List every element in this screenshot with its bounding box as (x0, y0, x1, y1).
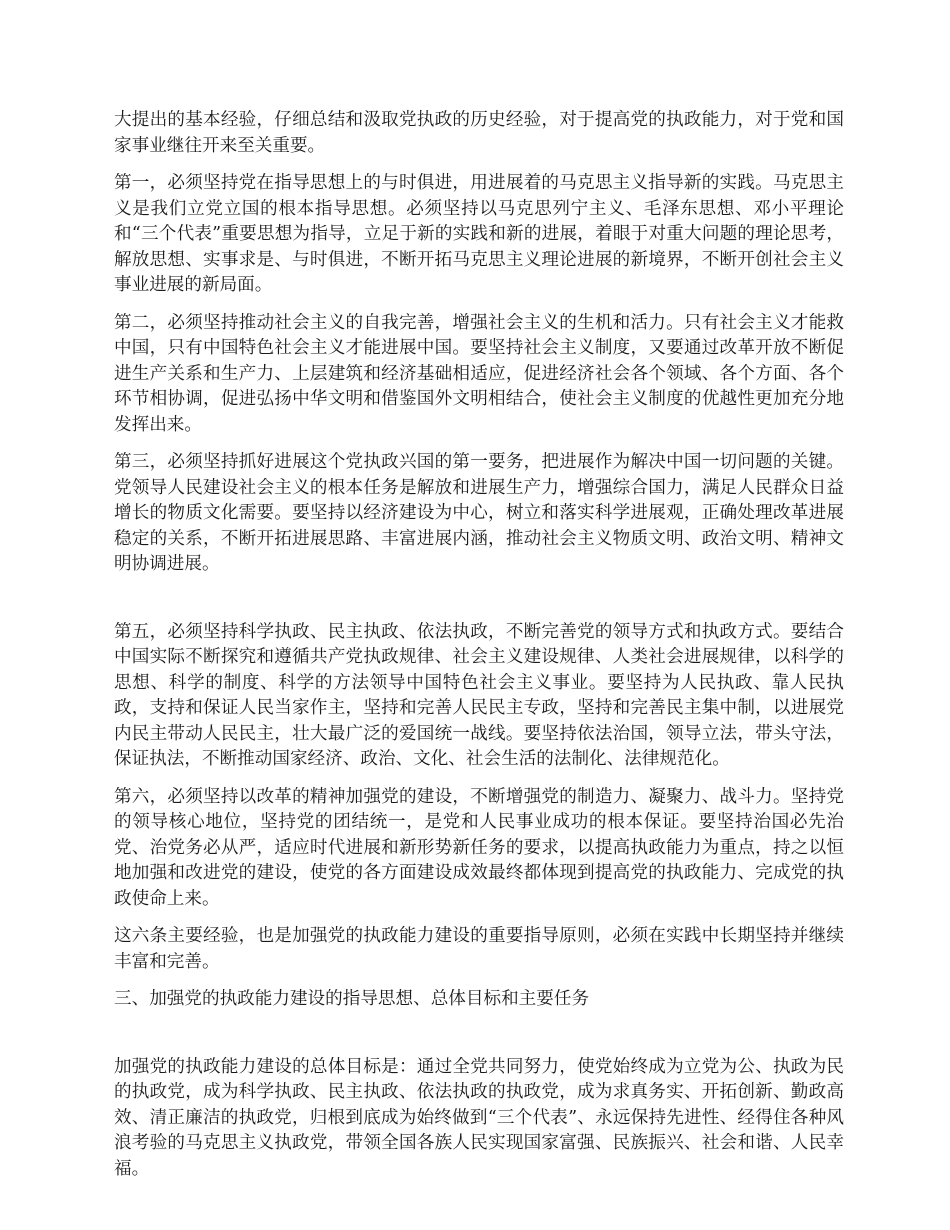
paragraph-summary: 这六条主要经验，也是加强党的执政能力建设的重要指导原则，必须在实践中长期坚持并继续丰富和完善。 (114, 926, 844, 972)
document-body (114, 108, 844, 1194)
paragraph-overall-goal: 加强党的执政能力建设的总体目标是：通过全党共同努力，使党始终成为立党为公、执政为民的执政党，成为科学执政、民主执政、依法执政的执政党，成为求真务实、开拓创新、勤政高效、清正廉洁的执政党，归根到底成为始终做到“三个代表”、永远保持先进性、经得住各种风浪考验的马克思主义执政党，带领全国各族人民实现国家富强、民族振兴、社会和谐、人民幸福。 (114, 1056, 844, 1179)
paragraph-second: 第二，必须坚持推动社会主义的自我完善，增强社会主义的生机和活力。只有社会主义才能救中国，只有中国特色社会主义才能进展中国。要坚持社会主义制度，又要通过改革开放不断促进生产关系和生产力、上层建筑和经济基础相适应，促进经济社会各个领域、各个方面、各个环节相协调，促进弘扬中华文明和借鉴国外文明相结合，使社会主义制度的优越性更加充分地发挥出来。 (114, 312, 844, 435)
paragraph-first: 第一，必须坚持党在指导思想上的与时俱进，用进展着的马克思主义指导新的实践。马克思主义是我们立党立国的根本指导思想。必须坚持以马克思列宁主义、毛泽东思想、邓小平理论和“三个代表”重要思想为指导，立足于新的实践和新的进展，着眼于对重大问题的理论思考，解放思想、实事求是、与时俱进，不断开拓马克思主义理论进展的新境界，不断开创社会主义事业进展的新局面。 (114, 173, 844, 295)
paragraph-third: 第三，必须坚持抓好进展这个党执政兴国的第一要务，把进展作为解决中国一切问题的关键。党领导人民建设社会主义的根本任务是解放和进展生产力，增强综合国力，满足人民群众日益增长的物质文化需要。要坚持以经济建设为中心，树立和落实科学进展观，正确处理改革进展稳定的关系，不断开拓进展思路、丰富进展内涵，推动社会主义物质文明、政治文明、精神文明协调进展。 (114, 452, 844, 574)
paragraph-intro: 大提出的基本经验，仔细总结和汲取党执政的历史经验，对于提高党的执政能力，对于党和国家事业继往开来至关重要。 (114, 110, 844, 156)
section-heading: 三、加强党的执政能力建设的指导思想、总体目标和主要任务 (114, 989, 590, 1009)
paragraph-sixth: 第六，必须坚持以改革的精神加强党的建设，不断增强党的制造力、凝聚力、战斗力。坚持党的领导核心地位，坚持党的团结统一，是党和人民事业成功的根本保证。要坚持治国必先治党、治党务必从严，适应时代进展和新形势新任务的要求，以提高执政能力为重点，持之以恒地加强和改进党的建设，使党的各方面建设成效最终都体现到提高党的执政能力、完成党的执政使命上来。 (114, 786, 844, 909)
paragraph-fifth: 第五，必须坚持科学执政、民主执政、依法执政，不断完善党的领导方式和执政方式。要结合中国实际不断探究和遵循共产党执政规律、社会主义建设规律、人类社会进展规律，以科学的思想、科学的制度、科学的方法领导中国特色社会主义事业。要坚持为人民执政、靠人民执政，支持和保证人民当家作主，坚持和完善人民民主专政，坚持和完善民主集中制，以进展党内民主带动人民民主，壮大最广泛的爱国统一战线。要坚持依法治国，领导立法，带头守法，保证执法，不断推动国家经济、政治、文化、社会生活的法制化、法律规范化。 (114, 621, 844, 769)
